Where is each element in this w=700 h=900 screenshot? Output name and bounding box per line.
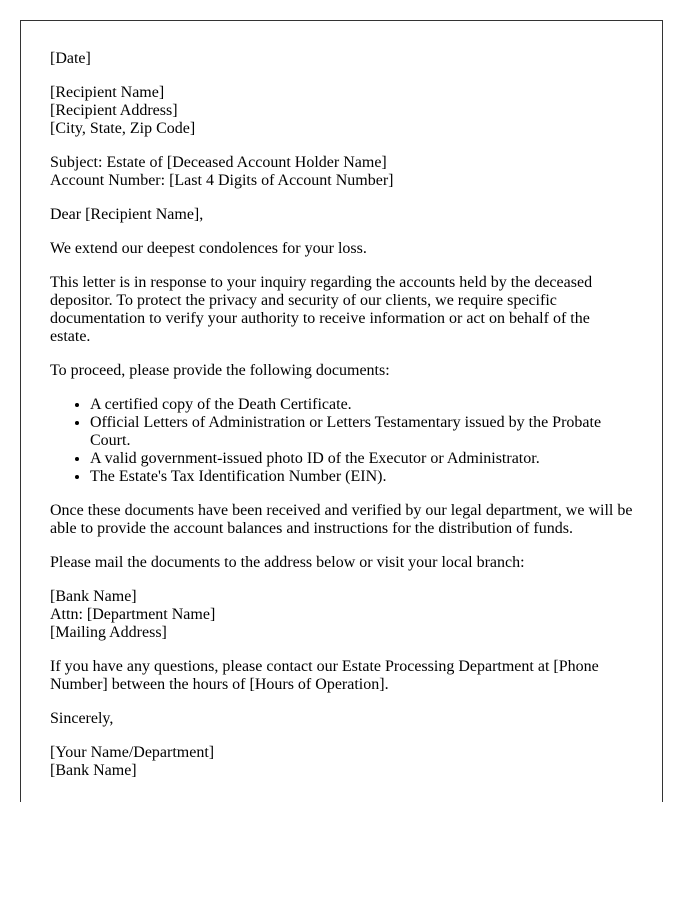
recipient-address: [Recipient Address] (50, 102, 178, 119)
date: [Date] (50, 50, 91, 67)
list-item: • A valid government-issued photo ID of the Executor or Administrator. (90, 450, 633, 468)
mail-paragraph: Please mail the documents to the address below or visit your local branch: (50, 554, 525, 571)
signature-bank: [Bank Name] (50, 762, 137, 779)
recipient-city-state-zip: [City, State, Zip Code] (50, 120, 196, 137)
closing: Sincerely, (50, 710, 114, 727)
proceed-paragraph: To proceed, please provide the following documents: (50, 362, 390, 379)
subject-line: Subject: Estate of [Deceased Account Holder Name] (50, 154, 387, 171)
mailing-address-block (50, 588, 633, 642)
signature-block (50, 744, 633, 780)
letter-page (20, 20, 663, 802)
salutation: Dear [Recipient Name], (50, 206, 204, 223)
list-item: • Official Letters of Administration or Letters Testamentary issued by the Probate Court. (90, 414, 633, 450)
mailing-bank-name: [Bank Name] (50, 588, 137, 605)
purpose-paragraph: This letter is in response to your inquiry regarding the accounts held by the deceased depositor. To protect the privacy and security of our clients, we require specific documentation to verify your authority to receive information or act on behalf of the estate. (50, 274, 593, 345)
required-documents-list (50, 396, 633, 486)
signature-name: [Your Name/Department] (50, 744, 215, 761)
once-received-paragraph: Once these documents have been received and verified by our legal department, we will be able to provide the account balances and instructions for the distribution of funds. (50, 502, 633, 537)
recipient-name: [Recipient Name] (50, 84, 165, 101)
condolences-paragraph: We extend our deepest condolences for your loss. (50, 240, 367, 257)
subject-block (50, 154, 633, 190)
recipient-block (50, 84, 633, 138)
list-item: • The Estate's Tax Identification Number (EIN). (90, 468, 633, 486)
account-number-line: Account Number: [Last 4 Digits of Account Number] (50, 172, 394, 189)
mailing-attn: Attn: [Department Name] (50, 606, 216, 623)
questions-paragraph: If you have any questions, please contact our Estate Processing Department at [Phone Number] between the hours of [Hours of Operation]. (50, 658, 599, 693)
list-item: • A certified copy of the Death Certificate. (90, 396, 633, 414)
mailing-address: [Mailing Address] (50, 624, 167, 641)
